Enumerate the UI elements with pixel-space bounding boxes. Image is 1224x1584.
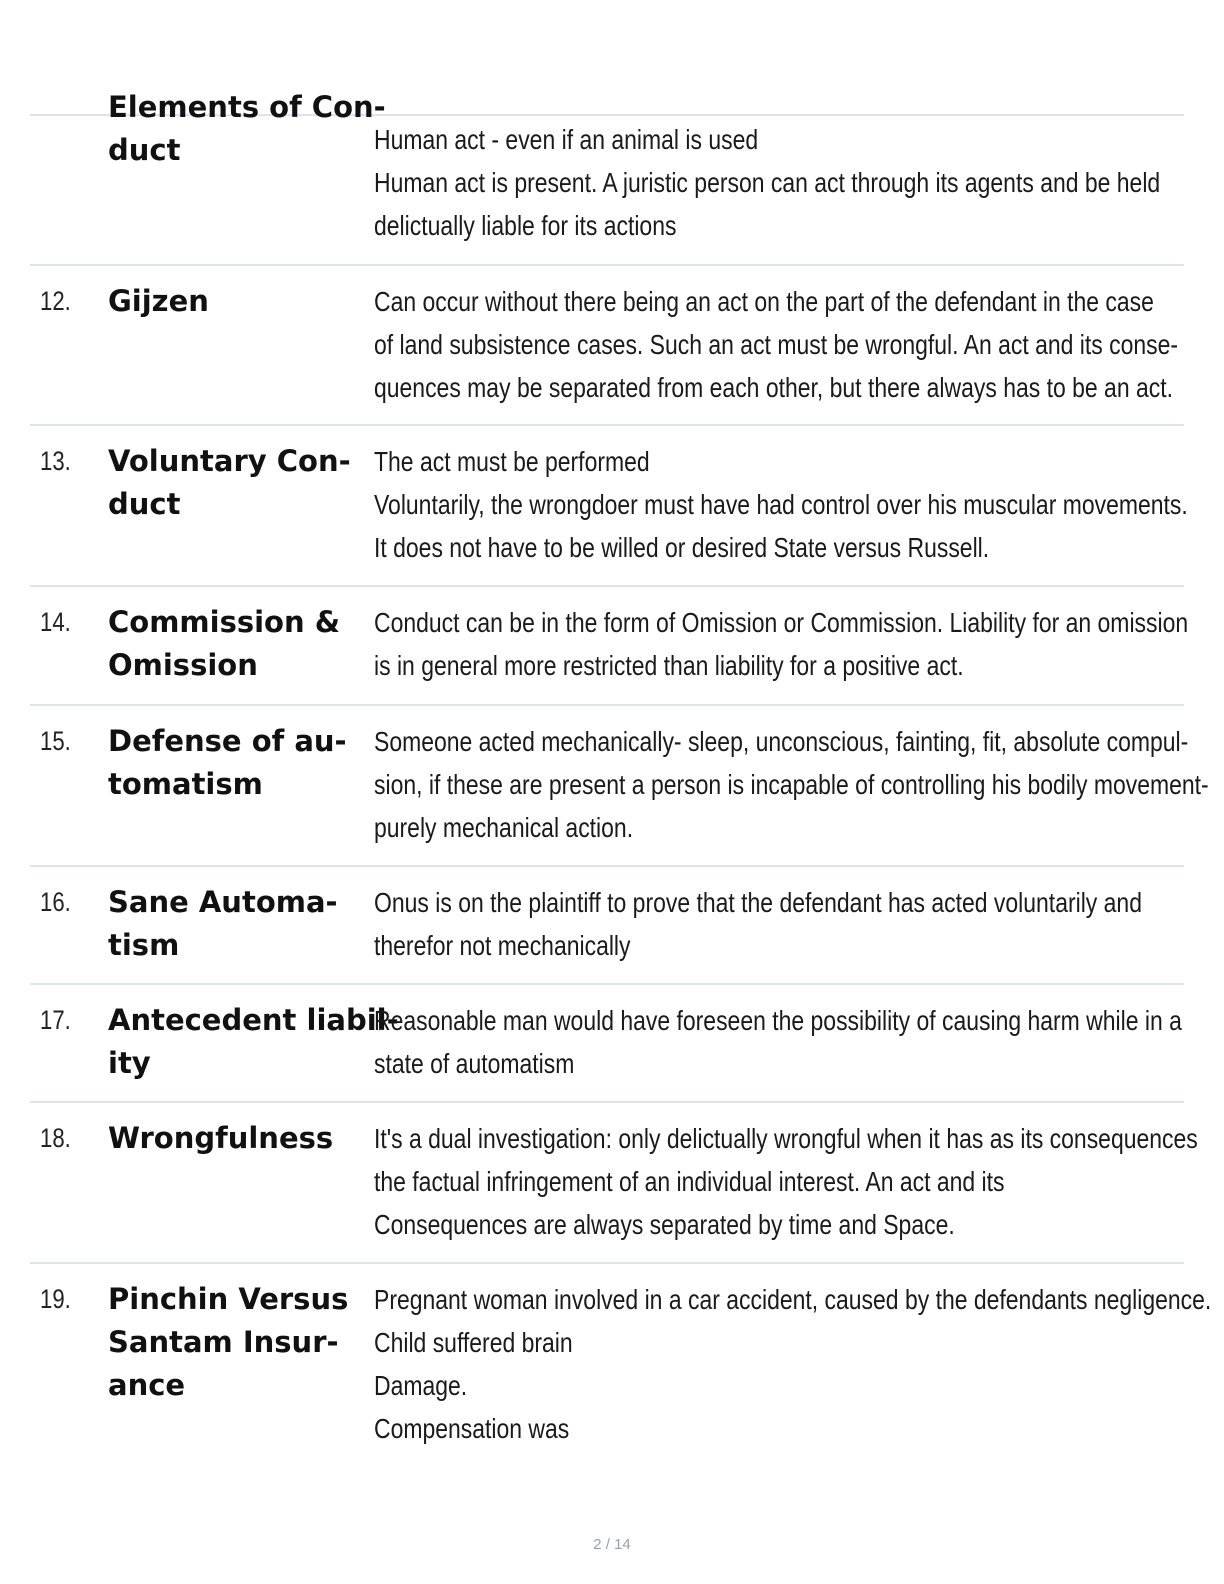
- row-description: It's a dual investigation: only delictually wrongful when it has as its consequences the factual infringement of an individual interest. An act and its Consequences are always separated by time and Space.: [374, 1123, 1198, 1240]
- row-number: 13.: [40, 446, 71, 476]
- table-row: [30, 90, 1184, 266]
- table-row: [30, 1101, 1198, 1263]
- row-description: The act must be performed Voluntarily, the wrongdoer must have had control over his muscular movements. It does not have to be willed or desired State versus Russell.: [374, 446, 1188, 563]
- row-term: Defense of au- tomatism: [108, 724, 347, 801]
- row-number: 16.: [40, 887, 71, 917]
- row-term: Elements of Con- duct: [108, 90, 386, 167]
- table-row: [30, 424, 1188, 586]
- table-row: [30, 264, 1184, 426]
- row-description: Someone acted mechanically- sleep, unconscious, fainting, fit, absolute compul- sion, if these are present a person is incapable of controlling his bodily movement- purely mechanical action.: [374, 726, 1209, 843]
- row-number: 17.: [40, 1005, 71, 1035]
- row-description: Pregnant woman involved in a car accident, caused by the defendants negligence. Child suffered brain Damage. Compensation was: [374, 1284, 1212, 1444]
- table-row: [30, 1262, 1212, 1464]
- row-number: 14.: [40, 607, 71, 637]
- row-term: Commission & Omission: [108, 605, 340, 682]
- row-number: 12.: [40, 286, 71, 316]
- row-number: 18.: [40, 1123, 71, 1153]
- row-description: Onus is on the plaintiff to prove that the defendant has acted voluntarily and therefor not mechanically: [374, 887, 1142, 961]
- row-term: Voluntary Con- duct: [108, 444, 351, 521]
- row-description: Human act - even if an animal is used Human act is present. A juristic person can act through its agents and be held delictually liable for its actions: [374, 124, 1161, 241]
- row-term: Pinchin Versus Santam Insur- ance: [108, 1282, 349, 1402]
- row-term: Wrongfulness: [108, 1121, 334, 1155]
- page-number: 2 / 14: [593, 1536, 631, 1553]
- row-description: Reasonable man would have foreseen the possibility of causing harm while in a state of automatism: [374, 1005, 1182, 1079]
- table-row: [30, 704, 1209, 866]
- row-description: Can occur without there being an act on the part of the defendant in the case of land subsistence cases. Such an act must be wrongful. An act and its conse- quences may be separated from each other, but there always has to be an act.: [374, 286, 1179, 403]
- row-term: Gijzen: [108, 284, 209, 318]
- table-row: [30, 585, 1189, 705]
- table-row: [30, 865, 1184, 984]
- row-number: 15.: [40, 726, 71, 756]
- row-term: Antecedent liabil- ity: [108, 1003, 399, 1080]
- row-number: 19.: [40, 1284, 71, 1314]
- table-row: [30, 983, 1184, 1102]
- row-description: Conduct can be in the form of Omission or Commission. Liability for an omission is in general more restricted than liability for a positive act.: [374, 607, 1189, 681]
- row-term: Sane Automa- tism: [108, 885, 338, 962]
